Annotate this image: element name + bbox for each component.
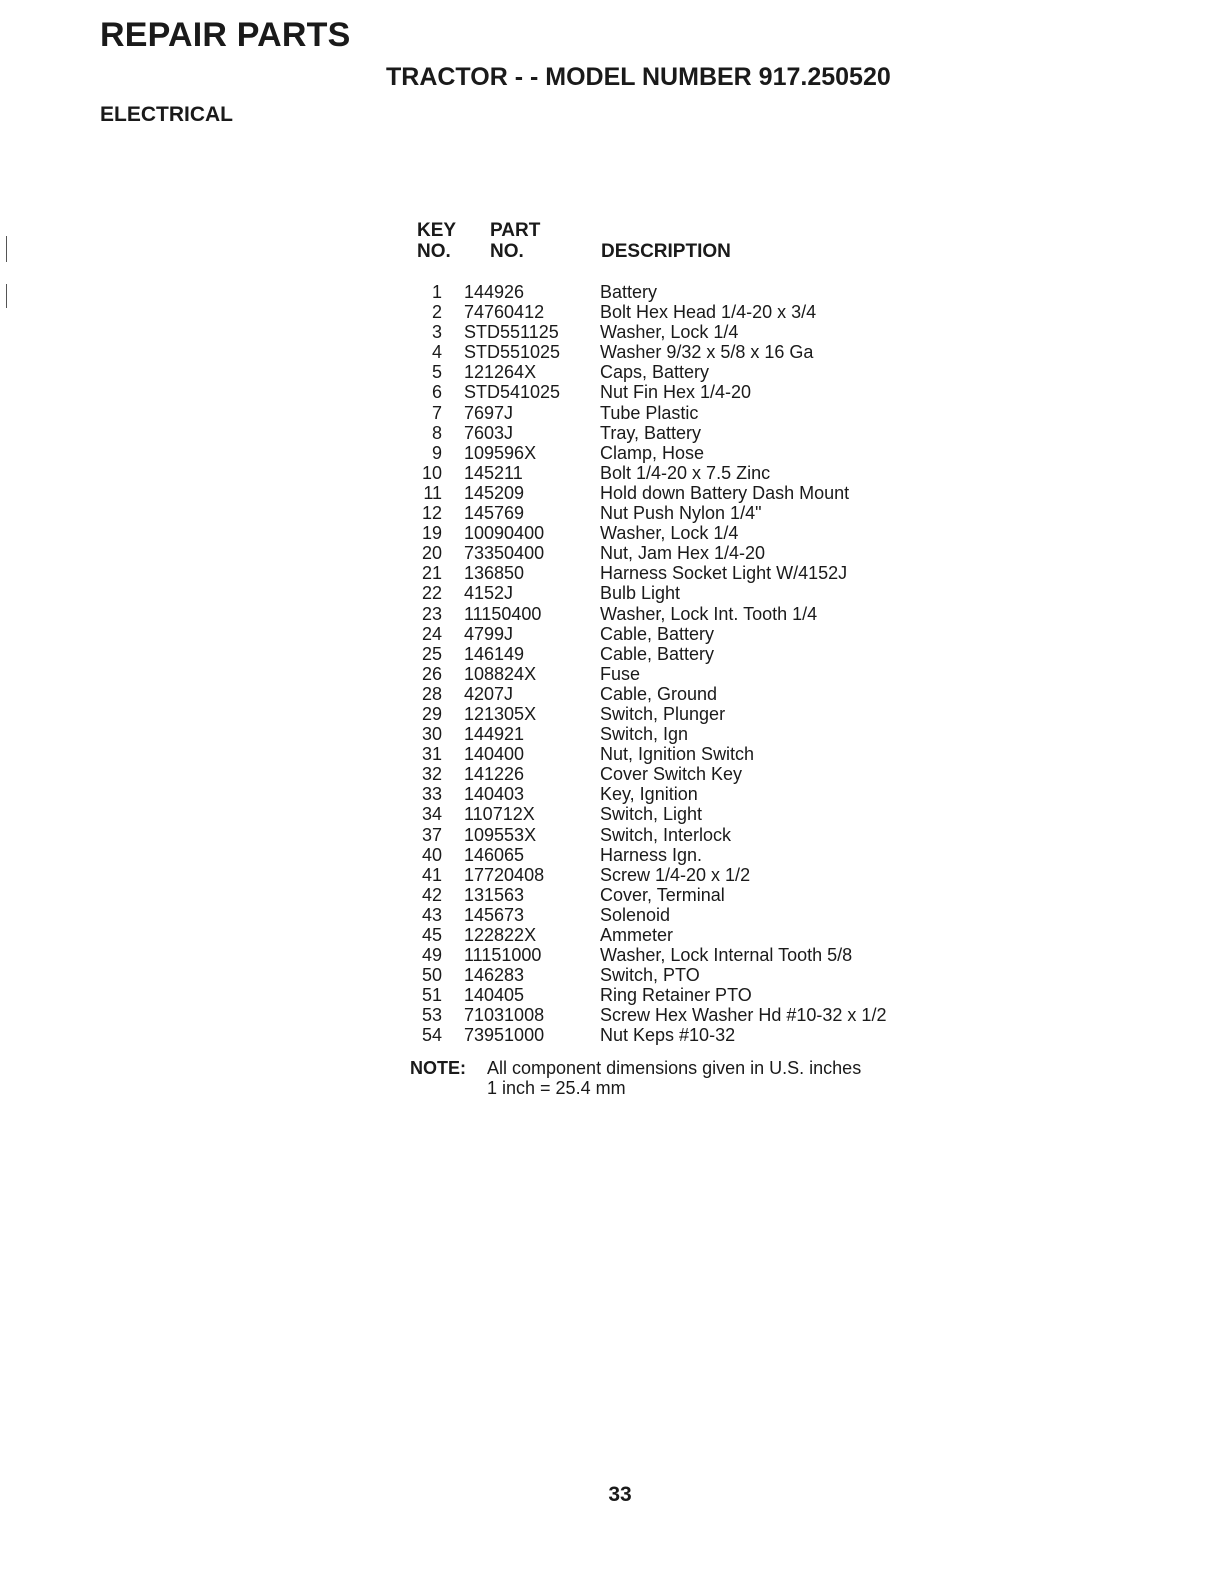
parts-row: [400, 664, 960, 684]
part-number: 145209: [464, 482, 525, 503]
part-description: Key, Ignition: [600, 784, 698, 805]
part-description: Harness Ign.: [600, 844, 703, 865]
part-description: Bolt 1/4-20 x 7.5 Zinc: [600, 462, 771, 483]
page-title: REPAIR PARTS: [100, 16, 351, 54]
part-description: Nut Keps #10-32: [600, 1025, 736, 1046]
parts-row: [400, 704, 960, 724]
key-number: 34: [421, 804, 442, 825]
parts-row: [400, 684, 960, 704]
part-number: 109596X: [464, 442, 537, 463]
part-number: 11151000: [464, 945, 542, 966]
key-number: 30: [421, 724, 442, 745]
key-number: 11: [423, 482, 442, 503]
part-description: Solenoid: [600, 904, 671, 925]
note-conversion: 1 inch = 25.4 mm: [487, 1078, 626, 1098]
part-description: Bulb Light: [600, 583, 681, 604]
parts-row: [400, 463, 960, 483]
part-description: Switch, Ign: [600, 724, 689, 745]
part-description: Hold down Battery Dash Mount: [600, 482, 850, 503]
part-number: 7697J: [464, 402, 514, 423]
key-number: 24: [421, 623, 442, 644]
part-description: Washer, Lock Int. Tooth 1/4: [600, 603, 818, 624]
part-number: 73350400: [464, 543, 545, 564]
part-description: Washer, Lock Internal Tooth 5/8: [600, 945, 853, 966]
margin-mark: [6, 236, 7, 262]
part-description: Screw 1/4-20 x 1/2: [600, 864, 751, 885]
part-number: 145769: [464, 503, 525, 524]
part-number: 140405: [464, 985, 525, 1006]
parts-row: [400, 764, 960, 784]
key-number: 21: [421, 563, 442, 584]
parts-row: [400, 583, 960, 603]
parts-row: [400, 1025, 960, 1045]
part-number: 109553X: [464, 824, 537, 845]
parts-row: [400, 342, 960, 362]
key-number: 1: [431, 282, 442, 302]
margin-mark: [6, 284, 7, 308]
parts-row: [400, 624, 960, 644]
key-number: 37: [421, 824, 442, 845]
part-number: 7603J: [464, 422, 514, 443]
part-description: Cable, Battery: [600, 643, 715, 664]
part-number: 73951000: [464, 1025, 545, 1046]
part-number: 131563: [464, 884, 525, 905]
part-number: 144926: [464, 282, 525, 302]
key-number: 50: [421, 965, 442, 986]
key-number: 6: [431, 382, 442, 403]
key-number: 20: [421, 543, 442, 564]
key-number: 25: [421, 643, 442, 664]
part-description: Switch, Light: [600, 804, 703, 825]
parts-row: [400, 322, 960, 342]
key-number: 5: [431, 362, 442, 383]
part-number: 110712X: [464, 804, 535, 825]
part-description: Switch, Interlock: [600, 824, 732, 845]
key-number: 9: [431, 442, 442, 463]
part-number: 11150400: [464, 603, 542, 624]
part-description: Ring Retainer PTO: [600, 985, 752, 1006]
key-number: 51: [421, 985, 442, 1006]
key-number: 3: [431, 322, 442, 343]
part-number: 145211: [464, 462, 523, 483]
part-number: 141226: [464, 764, 525, 785]
key-number: 31: [421, 744, 442, 765]
key-number: 54: [421, 1025, 442, 1046]
parts-row: [400, 362, 960, 382]
section-heading: ELECTRICAL: [100, 103, 233, 126]
part-number: 4152J: [464, 583, 514, 604]
part-number: 10090400: [464, 523, 545, 544]
key-number: 7: [431, 402, 442, 423]
key-number: 45: [421, 925, 442, 945]
key-number: 33: [421, 784, 442, 805]
part-description: Harness Socket Light W/4152J: [600, 563, 848, 584]
part-description: Tube Plastic: [600, 402, 699, 423]
part-description: Bolt Hex Head 1/4-20 x 3/4: [600, 302, 817, 323]
parts-row: [400, 543, 960, 563]
key-number: 29: [421, 703, 442, 724]
parts-row: [400, 483, 960, 503]
column-header-key-no: KEY NO.: [417, 220, 457, 262]
part-description: Washer, Lock 1/4: [600, 523, 739, 544]
part-number: 122822X: [464, 925, 537, 945]
key-number: 49: [421, 945, 442, 966]
parts-row: [400, 845, 960, 865]
parts-row: [400, 1005, 960, 1025]
note-text: All component dimensions given in U.S. inches: [487, 1058, 862, 1078]
key-number: 43: [421, 904, 442, 925]
part-number: 140403: [464, 784, 525, 805]
key-number: 23: [421, 603, 442, 624]
part-description: Nut Fin Hex 1/4-20: [600, 382, 752, 403]
part-number: 146065: [464, 844, 525, 865]
part-description: Washer, Lock 1/4: [600, 322, 739, 343]
part-description: Battery: [600, 282, 658, 302]
parts-row: [400, 945, 960, 965]
part-description: Cable, Battery: [600, 623, 715, 644]
key-number: 10: [421, 462, 442, 483]
part-number: 136850: [464, 563, 525, 584]
part-description: Screw Hex Washer Hd #10-32 x 1/2: [600, 1005, 887, 1026]
part-description: Nut Push Nylon 1/4": [600, 503, 762, 524]
parts-row: [400, 604, 960, 624]
parts-row: [400, 443, 960, 463]
part-number: 4799J: [464, 623, 514, 644]
parts-row: [400, 885, 960, 905]
parts-row: [400, 302, 960, 322]
parts-row: [400, 804, 960, 824]
parts-row: [400, 423, 960, 443]
part-description: Caps, Battery: [600, 362, 710, 383]
key-number: 32: [421, 764, 442, 785]
parts-row: [400, 724, 960, 744]
parts-row: [400, 503, 960, 523]
parts-row: [400, 382, 960, 402]
parts-table: [400, 282, 960, 1046]
parts-row: [400, 865, 960, 885]
part-number: STD551025: [464, 342, 561, 363]
key-number: 8: [431, 422, 442, 443]
part-number: 74760412: [464, 302, 545, 323]
part-description: Cable, Ground: [600, 683, 718, 704]
part-number: 17720408: [464, 864, 545, 885]
key-number: 40: [421, 844, 442, 865]
parts-row: [400, 523, 960, 543]
part-number: 146149: [464, 643, 525, 664]
parts-row: [400, 403, 960, 423]
key-number: 28: [421, 683, 442, 704]
part-description: Nut, Ignition Switch: [600, 744, 755, 765]
key-number: 4: [431, 342, 442, 363]
key-number: 53: [421, 1005, 442, 1026]
model-number-heading: TRACTOR - - MODEL NUMBER 917.250520: [386, 63, 891, 91]
parts-row: [400, 825, 960, 845]
parts-row: [400, 644, 960, 664]
page-number: 33: [608, 1483, 632, 1506]
part-number: 140400: [464, 744, 525, 765]
part-number: 121264X: [464, 362, 537, 383]
part-description: Ammeter: [600, 925, 674, 945]
part-description: Switch, PTO: [600, 965, 700, 986]
key-number: 42: [421, 884, 442, 905]
part-description: Clamp, Hose: [600, 442, 705, 463]
part-description: Fuse: [600, 663, 641, 684]
column-header-part-no: PART NO.: [490, 220, 541, 262]
key-number: 22: [421, 583, 442, 604]
part-description: Nut, Jam Hex 1/4-20: [600, 543, 766, 564]
part-number: 4207J: [464, 683, 514, 704]
parts-row: [400, 282, 960, 302]
key-number: 19: [421, 523, 442, 544]
part-number: 108824X: [464, 663, 537, 684]
part-description: Washer 9/32 x 5/8 x 16 Ga: [600, 342, 814, 363]
part-number: 146283: [464, 965, 525, 986]
parts-row: [400, 563, 960, 583]
parts-row: [400, 985, 960, 1005]
parts-row: [400, 744, 960, 764]
part-number: 144921: [464, 724, 525, 745]
parts-row: [400, 965, 960, 985]
part-description: Cover Switch Key: [600, 764, 743, 785]
part-number: STD541025: [464, 382, 561, 403]
parts-row: [400, 925, 960, 945]
part-description: Cover, Terminal: [600, 884, 725, 905]
column-header-description: DESCRIPTION: [601, 241, 731, 262]
note-label: NOTE:: [410, 1058, 466, 1078]
part-number: 145673: [464, 904, 525, 925]
key-number: 2: [431, 302, 442, 323]
key-number: 12: [421, 503, 442, 524]
key-number: 26: [421, 663, 442, 684]
part-number: STD551125: [464, 322, 559, 343]
key-number: 41: [421, 864, 442, 885]
part-description: Tray, Battery: [600, 422, 702, 443]
parts-row: [400, 784, 960, 804]
parts-row: [400, 905, 960, 925]
part-description: Switch, Plunger: [600, 703, 726, 724]
part-number: 121305X: [464, 703, 537, 724]
part-number: 71031008: [464, 1005, 545, 1026]
